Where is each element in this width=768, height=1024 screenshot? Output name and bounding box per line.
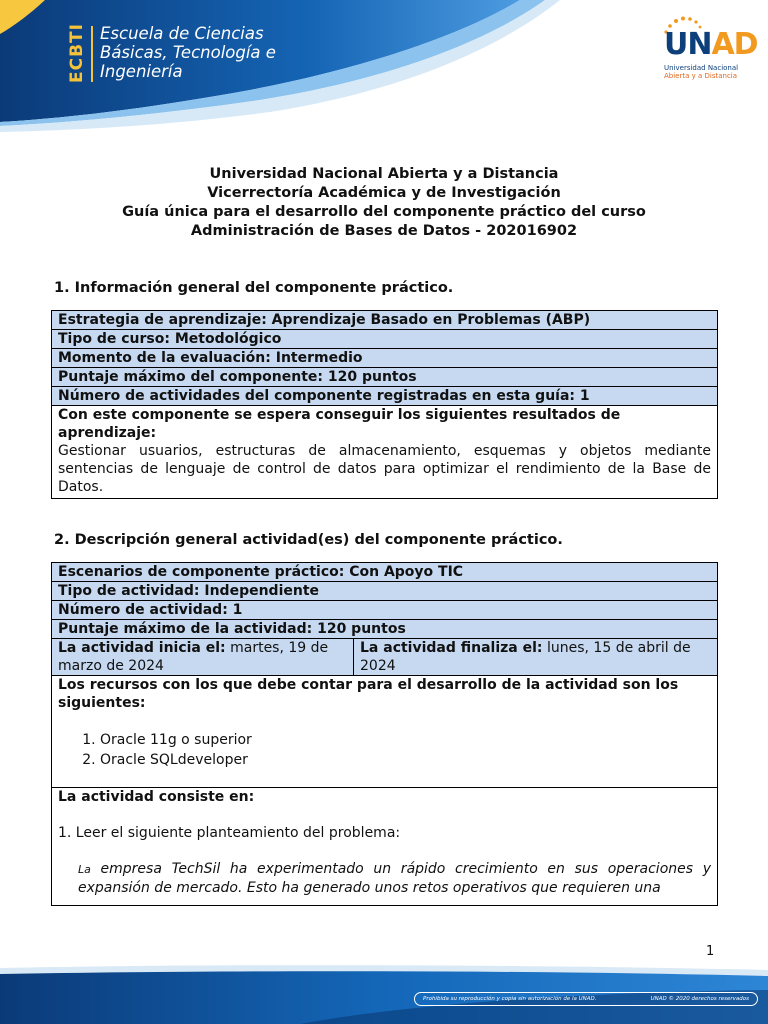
table-row: Tipo de curso: Metodológico: [52, 330, 718, 349]
table-row: Escenarios de componente práctico: Con Apoyo TIC: [52, 563, 718, 582]
school-name: [100, 24, 276, 81]
activity-content-cell: [52, 788, 718, 906]
logo-wordmark: UNAD: [664, 27, 758, 62]
activity-start-cell: [52, 639, 354, 676]
title-course: Administración de Bases de Datos - 202016902: [190, 223, 578, 239]
school-name-line: Ingeniería: [100, 62, 183, 81]
activity-start-date: martes, 19 de marzo de 2024: [58, 640, 329, 674]
table-row: Tipo de actividad: Independiente: [52, 582, 718, 601]
document-title-block: [0, 165, 768, 241]
logo-subtitle: Universidad Nacional Abierta y a Distancia: [664, 64, 739, 80]
list-item: 2. Oracle SQLdeveloper: [100, 750, 711, 770]
list-item: 1. Oracle 11g o superior: [100, 730, 711, 750]
activity-end-cell: [354, 639, 718, 676]
unad-logo: [660, 16, 758, 86]
learning-outcomes-heading: Con este componente se espera conseguir los siguientes resultados de aprendizaje:: [58, 407, 621, 441]
table-row: Puntaje máximo de la actividad: 120 puntos: [52, 620, 718, 639]
activity-end-date: lunes, 15 de abril de 2024: [360, 640, 691, 674]
footer-prohibition: Prohibida su reproducción y copia sin autorización de la UNAD.: [423, 996, 597, 1002]
section-2-heading: 2. Descripción general actividad(es) del componente práctico.: [54, 532, 563, 548]
footer-banner: [0, 962, 768, 1024]
school-name-line: Escuela de Ciencias: [100, 24, 264, 43]
resources-heading: Los recursos con los que debe contar para el desarrollo de la actividad son los siguientes:: [58, 677, 679, 711]
table-row: Momento de la evaluación: Intermedio: [52, 349, 718, 368]
title-guide: Guía única para el desarrollo del componente práctico del curso: [122, 204, 646, 220]
general-info-table: [51, 310, 718, 499]
table-row: Puntaje máximo del componente: 120 puntos: [52, 368, 718, 387]
page-number: 1: [706, 944, 715, 959]
learning-outcomes-cell: [52, 406, 718, 499]
problem-statement: La empresa TechSil ha experimentado un rápido crecimiento en sus operaciones y expansión de mercado. Esto ha generado unos retos operativos que requieren una: [78, 861, 711, 896]
footer-notice: [414, 992, 758, 1006]
learning-outcomes-text: Gestionar usuarios, estructuras de almacenamiento, esquemas y objetos mediante sentencias de lenguaje de control de datos para optimizar el rendimiento de la Base de Datos.: [58, 443, 711, 495]
header-divider: [91, 26, 93, 82]
activity-start-label: La actividad inicia el:: [58, 640, 226, 656]
header-banner: [0, 0, 768, 140]
table-row: Número de actividades del componente registradas en esta guía: 1: [52, 387, 718, 406]
activity-step-1: 1. Leer el siguiente planteamiento del problema:: [58, 825, 401, 841]
title-university: Universidad Nacional Abierta y a Distancia: [209, 166, 559, 182]
activity-description-table: [51, 562, 718, 906]
resources-cell: [52, 676, 718, 788]
activity-content-heading: La actividad consiste en:: [58, 789, 255, 805]
ecbti-acronym: ECBTI: [67, 23, 87, 83]
title-vicerrectoria: Vicerrectoría Académica y de Investigación: [207, 185, 561, 201]
school-name-line: Básicas, Tecnología e: [100, 43, 276, 62]
footer-copyright: UNAD © 2020 derechos reservados: [650, 996, 749, 1002]
table-row: Número de actividad: 1: [52, 601, 718, 620]
resources-list: [58, 730, 711, 770]
table-row: Estrategia de aprendizaje: Aprendizaje Basado en Problemas (ABP): [52, 311, 718, 330]
section-1-heading: 1. Información general del componente práctico.: [54, 280, 454, 296]
activity-end-label: La actividad finaliza el:: [360, 640, 543, 656]
